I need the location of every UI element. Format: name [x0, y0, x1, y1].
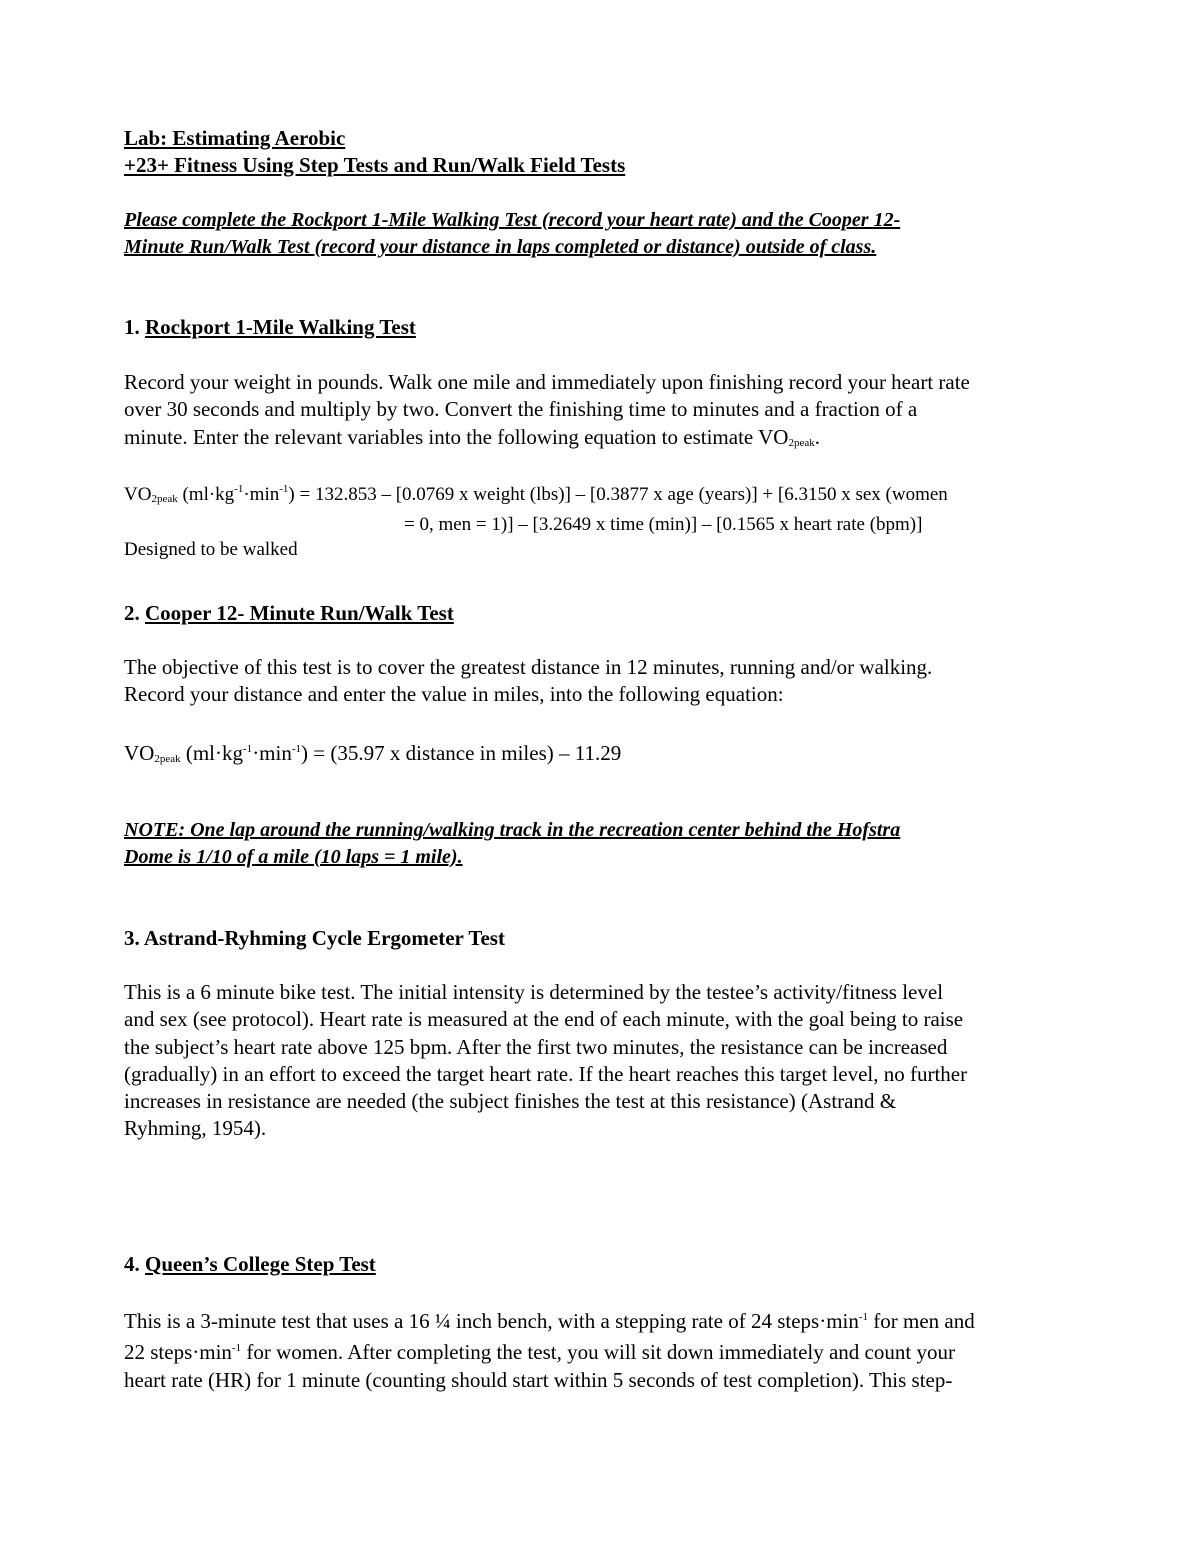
- cooper-eq-rest: ) = (35.97 x distance in miles) – 11.29: [301, 741, 622, 765]
- instructions-line-1: Please complete the Rockport 1-Mile Walking Test (record your heart rate) and the Cooper 12-: [124, 209, 901, 231]
- section-1-para-line-3-text: minute. Enter the relevant variables into the following equation to estimate VO: [124, 424, 789, 449]
- eq-vo: VO: [124, 484, 152, 505]
- title-line-1: Lab: Estimating Aerobic: [124, 126, 346, 150]
- section-1-heading: [124, 314, 416, 341]
- section-4-line-2-b: for women. After completing the test, you will sit down immediately and count your: [241, 1340, 955, 1365]
- section-4-line-2: [124, 1335, 975, 1366]
- section-3-paragraph: [124, 979, 967, 1143]
- eq-unit-a: (ml·kg: [177, 484, 235, 505]
- section-1-note: Designed to be walked: [124, 539, 298, 560]
- track-note-line-1: NOTE: One lap around the running/walking track in the recreation center behind the Hofstra: [124, 819, 901, 841]
- eq-sup-2: -1: [279, 483, 289, 495]
- section-2-paragraph: [124, 654, 932, 709]
- eq-sup-1: -1: [234, 483, 244, 495]
- section-1-number: 1.: [124, 315, 145, 339]
- instructions-line-2: Minute Run/Walk Test (record your distance in laps completed or distance) outside of class.: [124, 236, 877, 258]
- section-1-paragraph: [124, 369, 970, 457]
- section-3-line: (gradually) in an effort to exceed the target heart rate. If the heart reaches this target level, no further: [124, 1061, 968, 1086]
- cooper-eq-vo: VO: [124, 741, 155, 765]
- instructions-notice: [124, 207, 900, 261]
- eq-unit-b: ·min: [243, 484, 280, 505]
- rockport-equation-line-2: = 0, men = 1)] – [3.2649 x time (min)] – [0.1565 x heart rate (bpm)]: [404, 514, 923, 535]
- section-1-title: Rockport 1-Mile Walking Test: [145, 315, 416, 339]
- cooper-eq-subscript: 2peak: [154, 753, 181, 765]
- section-2-title: Cooper 12- Minute Run/Walk Test: [145, 601, 454, 625]
- section-4-line-1-b: for men and: [868, 1309, 975, 1333]
- vo2-subscript: 2peak: [788, 436, 815, 449]
- title-line-2: +23+ Fitness Using Step Tests and Run/Walk Field Tests: [124, 153, 626, 177]
- eq-vo-subscript: 2peak: [151, 493, 178, 505]
- cooper-equation: [124, 736, 621, 773]
- track-note: [124, 817, 900, 871]
- rockport-equation: [124, 477, 948, 562]
- cooper-eq-unit-a: (ml·kg: [180, 741, 244, 765]
- section-3-heading: 3. Astrand-Ryhming Cycle Ergometer Test: [124, 926, 505, 950]
- section-3-line: and sex (see protocol). Heart rate is measured at the end of each minute, with the goal being to raise: [124, 1007, 964, 1032]
- section-2-heading: [124, 600, 454, 627]
- rockport-equation-line-1: [124, 477, 948, 512]
- section-4-line-1-a: This is a 3-minute test that uses a 16 ¼ inch bench, with a stepping rate of 24 steps·min: [124, 1309, 859, 1333]
- section-4-line-2-a: 22 steps·min: [124, 1340, 232, 1365]
- section-4-line-1: [124, 1304, 975, 1335]
- section-4-line-3: heart rate (HR) for 1 minute (counting should start within 5 seconds of test completion). This step-: [124, 1367, 953, 1392]
- document-title: [124, 125, 625, 179]
- section-1-para-line-2: over 30 seconds and multiply by two. Convert the finishing time to minutes and a fraction of a: [124, 397, 918, 422]
- section-1-para-line-3-end: .: [814, 424, 820, 449]
- section-3-line: increases in resistance are needed (the subject finishes the test at this resistance) (Astrand &: [124, 1089, 897, 1114]
- section-3-line: Ryhming, 1954).: [124, 1116, 267, 1141]
- section-1-para-line-3: [124, 424, 970, 457]
- section-3-line: This is a 6 minute bike test. The initial intensity is determined by the testee’s activity/fitness level: [124, 980, 944, 1004]
- section-4-paragraph: [124, 1304, 975, 1394]
- section-2-number: 2.: [124, 601, 145, 625]
- track-note-line-2: Dome is 1/10 of a mile (10 laps = 1 mile).: [124, 846, 463, 868]
- section-3-line: the subject’s heart rate above 125 bpm. After the first two minutes, the resistance can be increased: [124, 1034, 948, 1059]
- section-4-line-2-sup: -1: [231, 1342, 242, 1355]
- section-4-title: Queen’s College Step Test: [145, 1252, 376, 1276]
- cooper-eq-sup-2: -1: [291, 743, 302, 755]
- section-2-para-line-1: The objective of this test is to cover the greatest distance in 12 minutes, running and/or walking.: [124, 655, 933, 679]
- cooper-eq-sup-1: -1: [243, 743, 253, 755]
- eq-rest-line-1: ) = 132.853 – [0.0769 x weight (lbs)] – [0.3877 x age (years)] + [6.3150 x sex (women: [288, 484, 948, 505]
- cooper-eq-unit-b: ·min: [252, 741, 292, 765]
- section-4-number: 4.: [124, 1252, 145, 1276]
- section-1-para-line-1: Record your weight in pounds. Walk one mile and immediately upon finishing record your heart rate: [124, 370, 970, 394]
- section-2-para-line-2: Record your distance and enter the value in miles, into the following equation:: [124, 682, 784, 707]
- section-4-heading: [124, 1251, 376, 1278]
- section-4-line-1-sup: -1: [858, 1311, 869, 1323]
